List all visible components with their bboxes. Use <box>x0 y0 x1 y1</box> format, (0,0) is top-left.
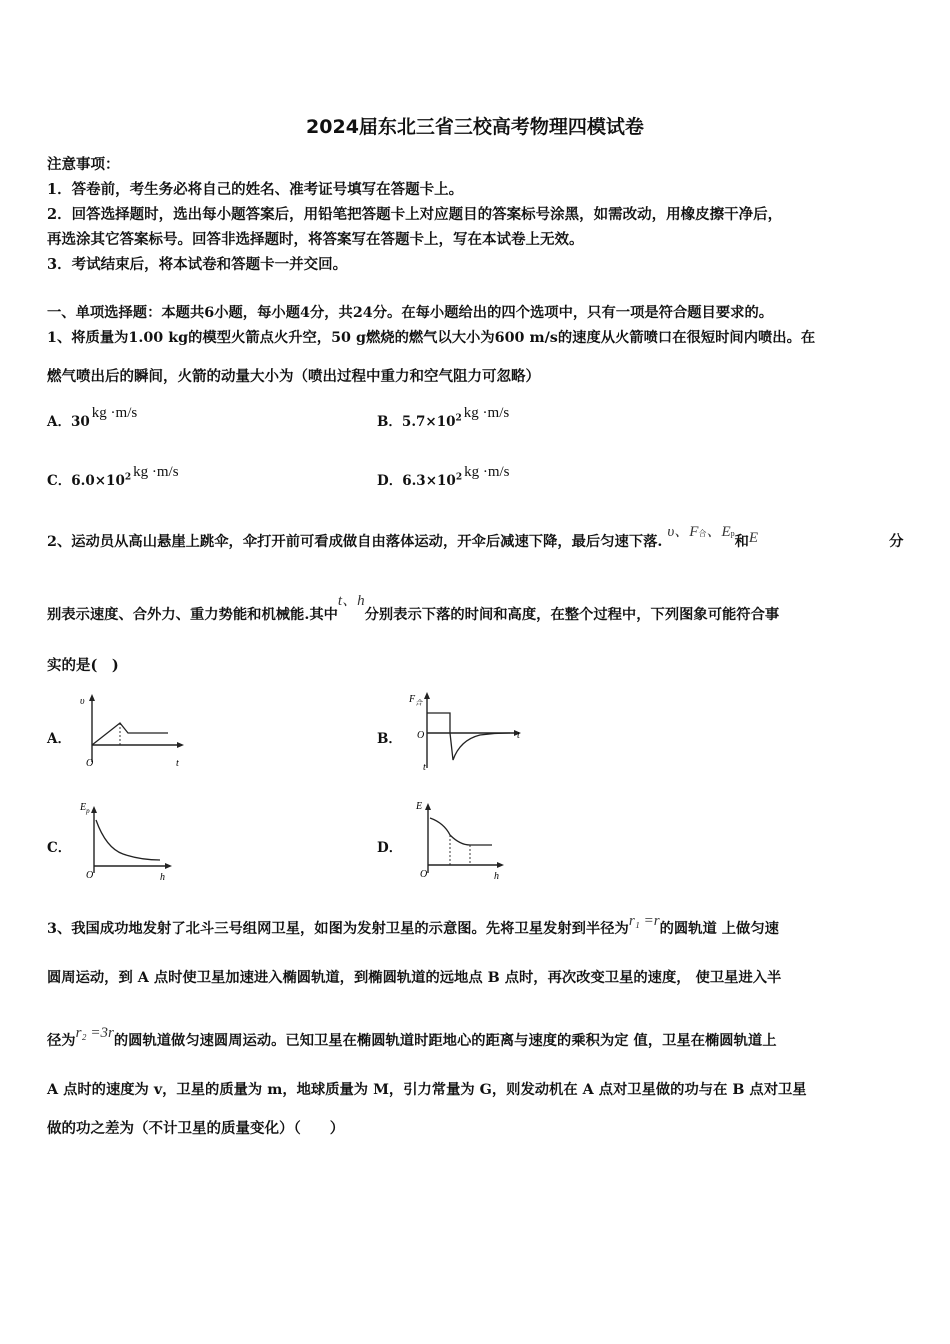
notice-item-1: 1．答卷前，考生务必将自己的姓名、准考证号填写在答题卡上。 <box>47 181 464 198</box>
symbol-sub: 合 <box>698 529 707 538</box>
option-exponent: 2 <box>455 413 462 424</box>
y-arrow <box>89 694 95 701</box>
symbol-r1: r₁ =r <box>628 913 660 929</box>
x-arrow <box>177 742 184 748</box>
q1-stem-line1: 1、将质量为1.00 kg的模型火箭点火升空，50 g燃烧的燃气以大小为600 m/s的速度从火箭喷口在很短时间内喷出。在 <box>47 330 816 346</box>
force-step <box>427 713 450 733</box>
y-arrow <box>424 692 430 699</box>
q1-option-d[interactable] <box>377 464 510 490</box>
notice-item-2-cont: 再选涂其它答案标号。回答非选择题时，将答案写在答题卡上，写在本试卷上无效。 <box>47 231 584 248</box>
q3-text: 径为 <box>47 1033 76 1049</box>
x-label: t <box>176 758 179 769</box>
y-label: $F_合$ <box>409 694 423 707</box>
symbol-v-f: υ、F <box>667 524 699 540</box>
q3-text: 3、我国成功地发射了北斗三号组网卫星，如图为发射卫星的示意图。先将卫星发射到半径为 <box>47 921 629 937</box>
option-unit: kg ·m/s <box>91 405 138 421</box>
q2-option-b-label[interactable]: B． <box>377 731 402 747</box>
q3-stem-line4: A 点时的速度为 v，卫星的质量为 m，地球质量为 M，引力常量为 G，则发动机在 A 点对卫星做的功与在 B 点对卫星 <box>47 1082 807 1098</box>
origin-label: O <box>420 869 428 880</box>
symbol-ep: 、E <box>706 524 731 540</box>
ep-curve <box>96 820 160 860</box>
notice-item-3: 3．考试结束后，将本试卷和答题卡一并交回。 <box>47 256 348 273</box>
q2-text: 2、运动员从高山悬崖上跳伞，伞打开前可看成做自由落体运动，开伞后减速下降，最后匀速下落. <box>47 534 663 550</box>
y-label: υ <box>80 696 85 707</box>
option-unit: kg ·m/s <box>464 464 510 480</box>
q1-option-a[interactable] <box>47 405 138 431</box>
option-value: 30 <box>70 414 90 430</box>
x-label: h <box>160 872 165 883</box>
q1-option-c[interactable] <box>47 464 179 490</box>
option-value: 6.3×10 <box>402 473 456 489</box>
q2-stem-line3: 实的是( ) <box>47 657 119 674</box>
notice-heading: 注意事项： <box>47 156 120 173</box>
y-label: E <box>416 801 423 812</box>
y-arrow <box>425 803 431 810</box>
option-label: D． <box>377 473 403 489</box>
velocity-curve <box>92 723 168 745</box>
option-label: A． <box>47 414 71 430</box>
origin-label: O <box>86 758 94 769</box>
q3-text: 的圆轨道做匀速圆周运动。已知卫星在椭圆轨道时距地心的距离与速度的乘积为定 值，卫星在椭圆轨道上 <box>113 1033 777 1049</box>
x-arrow <box>497 862 504 868</box>
notice-item-2: 2．回答选择题时，选出每小题答案后，用铅笔把答题卡上对应题目的答案标号涂黑，如需改动，用橡皮擦干净后， <box>47 206 783 223</box>
option-exponent: 2 <box>455 472 463 483</box>
q1-stem-line2: 燃气喷出后的瞬间，火箭的动量大小为（喷出过程中重力和空气阻力可忽略） <box>47 368 540 385</box>
q2-text: 分别表示下落的时间和高度，在整个过程中，下列图象可能符合事 <box>364 607 780 623</box>
graph-d-e-height[interactable] <box>412 795 512 885</box>
q2-stem-line2 <box>47 593 780 624</box>
x-arrow <box>165 863 172 869</box>
symbol-sub: p <box>730 529 735 538</box>
q2-option-a-label[interactable]: A． <box>47 731 71 747</box>
e-curve <box>430 818 492 845</box>
option-value: 6.0×10 <box>71 473 125 489</box>
q1-option-b[interactable] <box>377 405 510 431</box>
q2-stem-line1 <box>47 524 759 551</box>
graph-c-ep-height[interactable] <box>78 798 178 883</box>
option-unit: kg ·m/s <box>133 464 179 480</box>
q2-fen: 分 <box>889 533 904 550</box>
graph-b-force-time[interactable] <box>405 688 530 773</box>
extra-label: t <box>423 762 426 773</box>
x-label: t <box>517 730 520 741</box>
q3-stem-line1 <box>47 913 779 938</box>
option-label: B． <box>377 414 402 430</box>
q2-and: 和 <box>734 534 749 550</box>
q3-stem-line2: 圆周运动，到 A 点时使卫星加速进入椭圆轨道，到椭圆轨道的远地点 B 点时，再次改变卫星的速度， 使卫星进入半 <box>47 970 782 986</box>
graph-a-velocity-time[interactable] <box>80 690 190 770</box>
q2-symbols <box>667 524 734 540</box>
symbol-e: E <box>748 530 759 546</box>
option-unit: kg ·m/s <box>463 405 510 421</box>
symbol-r2: r₂ =3r <box>75 1025 114 1041</box>
symbol-t-h: t、h <box>337 593 365 609</box>
x-label: h <box>494 871 499 882</box>
section-heading: 一、单项选择题：本题共6小题，每小题4分，共24分。在每小题给出的四个选项中，只有一项是符合题目要求的。 <box>47 305 774 321</box>
force-curve <box>450 733 510 760</box>
page-title: 2024届东北三省三校高考物理四模试卷 <box>306 116 644 138</box>
q2-option-c-label[interactable]: C． <box>47 840 72 856</box>
origin-label: O <box>417 730 425 741</box>
q3-text: 的圆轨道 上做匀速 <box>659 921 779 937</box>
y-label: $E_p$ <box>80 802 90 815</box>
q2-text: 别表示速度、合外力、重力势能和机械能.其中 <box>47 607 338 623</box>
y-arrow <box>91 806 97 813</box>
option-label: C． <box>47 473 72 489</box>
q3-stem-line5: 做的功之差为（不计卫星的质量变化）（ ） <box>47 1120 345 1137</box>
origin-label: O <box>86 870 94 881</box>
option-value: 5.7×10 <box>401 414 456 430</box>
q3-stem-line3 <box>47 1025 777 1050</box>
q2-option-d-label[interactable]: D． <box>377 840 403 856</box>
option-exponent: 2 <box>124 472 132 483</box>
